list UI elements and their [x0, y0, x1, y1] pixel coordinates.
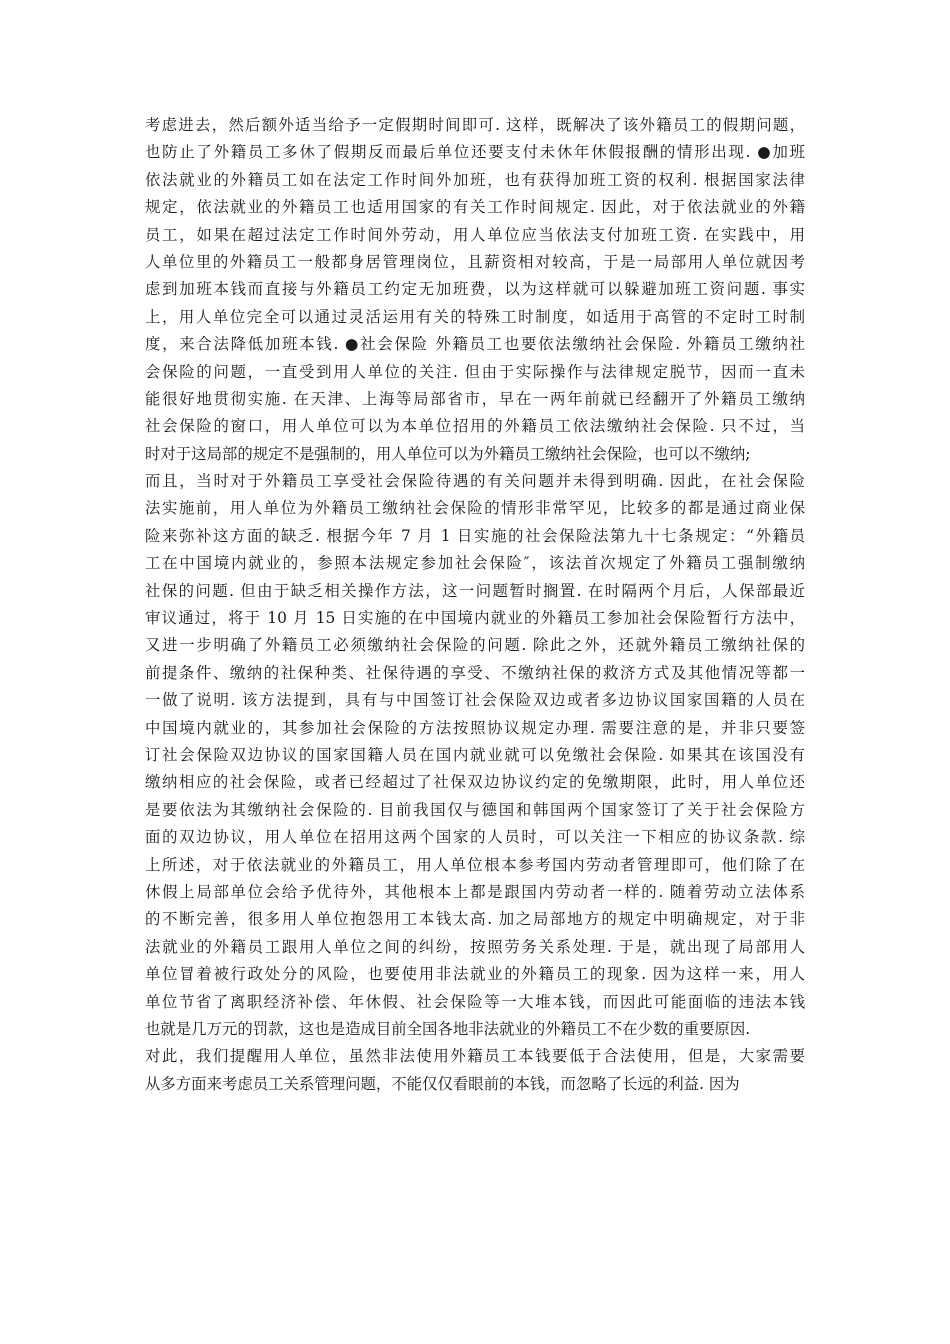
- text-line: 社会保险的窗口，用人单位可以为本单位招用的外籍员工依法缴纳社会保险. 只不过，当: [145, 417, 805, 436]
- text-line: 一做了说明. 该方法提到，具有与中国签订社会保险双边或者多边协议国家国籍的人员在: [145, 691, 805, 710]
- text-line: 社保的问题. 但由于缺乏相关操作方法，这一问题暂时搁置. 在时隔两个月后，人保部最近: [145, 581, 805, 600]
- text-line: 会保险的问题，一直受到用人单位的关注. 但由于实际操作与法律规定脱节，因而一直未: [145, 362, 805, 381]
- text-line: 员工，如果在超过法定工作时间外劳动，用人单位应当依法支付加班工资. 在实践中，用: [145, 225, 805, 244]
- text-line: 单位冒着被行政处分的风险，也要使用非法就业的外籍员工的现象. 因为这样一来，用人: [145, 965, 805, 984]
- text-line: 对此，我们提醒用人单位，虽然非法使用外籍员工本钱要低于合法使用，但是，大家需要: [145, 1047, 805, 1066]
- text-line: 从多方面来考虑员工关系管理问题，不能仅仅看眼前的本钱，而忽略了长远的利益. 因为: [145, 1074, 740, 1093]
- text-line: 依法就业的外籍员工如在法定工作时间外加班，也有获得加班工资的权利. 根据国家法律: [145, 170, 805, 189]
- text-line: 上所述，对于依法就业的外籍员工，用人单位根本参考国内劳动者管理即可，他们除了在: [145, 855, 805, 874]
- text-line: 规定，依法就业的外籍员工也适用国家的有关工作时间规定. 因此，对于依法就业的外籍: [145, 198, 805, 217]
- text-line: 休假上局部单位会给予优待外，其他根本上都是跟国内劳动者一样的. 随着劳动立法体系: [145, 882, 805, 901]
- text-line: 订社会保险双边协议的国家国籍人员在国内就业就可以免缴社会保险. 如果其在该国没有: [145, 745, 805, 764]
- text-line: 也就是几万元的罚款，这也是造成目前全国各地非法就业的外籍员工不在少数的重要原因.: [145, 1019, 751, 1038]
- text-line: 也防止了外籍员工多休了假期反而最后单位还要支付未休年休假报酬的情形出现. ●加班: [145, 143, 805, 162]
- text-line: 能很好地贯彻实施. 在天津、上海等局部省市，早在一两年前就已经翻开了外籍员工缴纳: [145, 389, 805, 408]
- text-line: 审议通过，将于 10 月 15 日实施的在中国境内就业的外籍员工参加社会保险暂行方法中，: [145, 609, 805, 628]
- text-line: 面的双边协议，用人单位在招用这两个国家的人员时，可以关注一下相应的协议条款. 综: [145, 828, 805, 847]
- text-line: 考虑进去，然后额外适当给予一定假期时间即可. 这样，既解决了该外籍员工的假期问题，: [145, 116, 805, 134]
- text-line: 而且，当时对于外籍员工享受社会保险待遇的有关问题并未得到明确. 因此，在社会保险: [145, 472, 805, 491]
- text-line: 险来弥补这方面的缺乏. 根据今年 7 月 1 日实施的社会保险法第九十七条规定：“外籍员: [145, 526, 805, 545]
- text-line: 人单位里的外籍员工一般都身居管理岗位，且薪资相对较高，于是一局部用人单位就因考: [145, 252, 805, 271]
- text-line: 虑到加班本钱而直接与外籍员工约定无加班费，以为这样就可以躲避加班工资问题. 事实: [145, 280, 805, 299]
- text-line: 法就业的外籍员工跟用人单位之间的纠纷，按照劳务关系处理. 于是，就出现了局部用人: [145, 937, 805, 956]
- text-line: 单位节省了离职经济补偿、年休假、社会保险等一大堆本钱，而因此可能面临的违法本钱: [145, 992, 805, 1011]
- text-line: 上，用人单位完全可以通过灵活运用有关的特殊工时制度，如适用于高管的不定时工时制: [145, 307, 805, 326]
- text-line: 中国境内就业的，其参加社会保险的方法按照协议规定办理. 需要注意的是，并非只要签: [145, 718, 805, 737]
- text-line: 是要依法为其缴纳社会保险的. 目前我国仅与德国和韩国两个国家签订了关于社会保险方: [145, 800, 805, 819]
- document-body: [145, 112, 805, 1098]
- text-line: 前提条件、缴纳的社保种类、社保待遇的享受、不缴纳社保的救济方式及其他情况等都一: [145, 663, 805, 682]
- text-line: 缴纳相应的社会保险，或者已经超过了社保双边协议约定的免缴期限，此时，用人单位还: [145, 773, 805, 792]
- text-line: 法实施前，用人单位为外籍员工缴纳社会保险的情形非常罕见，比较多的都是通过商业保: [145, 499, 805, 518]
- text-line: 时对于这局部的规定不是强制的，用人单位可以为外籍员工缴纳社会保险，也可以不缴纳;: [145, 444, 751, 463]
- text-line: 度，来合法降低加班本钱. ●社会保险 外籍员工也要依法缴纳社会保险. 外籍员工缴纳社: [145, 335, 805, 354]
- text-line: 又进一步明确了外籍员工必须缴纳社会保险的问题. 除此之外，还就外籍员工缴纳社保的: [145, 636, 805, 655]
- text-line: 的不断完善，很多用人单位抱怨用工本钱太高. 加之局部地方的规定中明确规定，对于非: [145, 910, 805, 929]
- text-line: 工在中国境内就业的，参照本法规定参加社会保险″，该法首次规定了外籍员工强制缴纳: [145, 554, 805, 573]
